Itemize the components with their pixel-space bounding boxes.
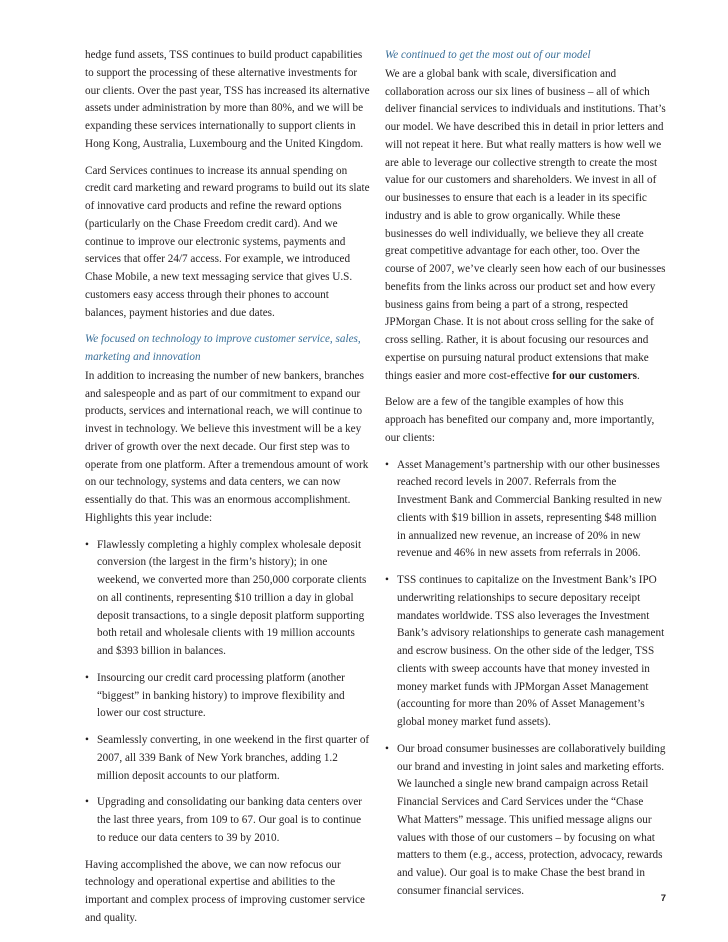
list-item: • Seamlessly converting, in one weekend in the first quarter of 2007, all 339 Bank of New York branches, adding 1.2 million deposit accounts to our platform.	[85, 732, 370, 785]
paragraph-text: We are a global bank with scale, diversification and collaboration across our six lines of business – all of which deliver financial services to individuals and institutions. That’s our model. We have described this in detail in prior letters and will not repeat it here. But what really matters is how well we are able to leverage our collective strength to create the most value for our customers and shareholders. We invest in all of our businesses to ensure that each is a leader in its specific industry and is able to grow organically. While these businesses do well individually, we believe they all create great competitive advantage for each other, too. Over the course of 2007, we’ve clearly seen how each of our businesses benefits from the links across our product set and how every business gains from being a part of a strong, respected JPMorgan Chase. It is not about cross selling for the sake of cross selling. Rather, it is about focusing our resources and expertise on pursuing natural product extensions that make things easier and more cost-effective	[385, 67, 666, 382]
emphasis-customers: for our customers	[552, 369, 637, 382]
technology-highlights-list	[85, 537, 370, 848]
list-item: • TSS continues to capitalize on the Investment Bank’s IPO underwriting relationships to secure depositary receipt mandates worldwide. TSS also leverages the Investment Bank’s advisory relationships to generate cash management and escrow business. On the other side of the ledger, TSS clients with sweep accounts have that money invested in money market funds with JPMorgan Asset Management (accounting for more than 20% of Asset Management’s global money market fund assets).	[385, 572, 666, 732]
left-column	[85, 47, 370, 937]
list-item: • Insourcing our credit card processing platform (another “biggest” in banking history) to improve flexibility and lower our cost structure.	[85, 670, 370, 723]
list-item: • Asset Management’s partnership with our other businesses reached record levels in 2007. Referrals from the Investment Bank and Commercial Banking resulted in new clients with $19 billion in assets, representing $48 million in annualized new revenue, an increase of 20% in new revenue and 46% in new assets from referrals in 2006.	[385, 457, 666, 564]
paragraph-tss-hedge-fund: hedge fund assets, TSS continues to build product capabilities to support the processing of these alternative investments for our clients. Over the past year, TSS has increased its alternative assets under administration by more than 80%, and we will be expanding these services internationally to support clients in Hong Kong, Australia, Luxembourg and the United Kingdom.	[85, 49, 370, 150]
paragraph-technology-investment: In addition to increasing the number of new bankers, branches and salespeople and as part of our commitment to expand our products, services and international reach, we will continue to invest in technology. We believe this investment will be a key driver of growth over the next decade. Our first step was to operate from one platform. After a tremendous amount of work on our technology, systems and data centers, we can now essentially do that. This was an enormous accomplishment. Highlights this year include:	[85, 369, 369, 524]
page-number: 7	[660, 893, 666, 904]
right-column	[385, 47, 666, 910]
section-heading-model: We continued to get the most out of our model	[385, 49, 591, 61]
paragraph-global-bank-model	[385, 66, 666, 386]
section-heading-technology: We focused on technology to improve customer service, sales, marketing and innovation	[85, 333, 361, 363]
paragraph-examples-intro: Below are a few of the tangible examples of how this approach has benefited our company and, more importantly, our clients:	[385, 396, 655, 444]
paragraph-end: .	[636, 369, 640, 382]
list-item: • Our broad consumer businesses are collaboratively building our brand and investing in joint sales and marketing efforts. We launched a single new brand campaign across Retail Financial Services and Card Services under the “Chase What Matters” message. This unified message aligns our values with those of our customers – by focusing on what matters to them (e.g., access, protection, advocacy, rewards and value). Our goal is to make Chase the best brand in consumer financial services.	[385, 741, 666, 901]
collaboration-examples-list	[385, 457, 666, 901]
list-item: • Upgrading and consolidating our banking data centers over the last three years, from 109 to 67. Our goal is to continue to reduce our data centers to 39 by 2010.	[85, 794, 370, 847]
paragraph-refocus: Having accomplished the above, we can now refocus our technology and operational expertise and abilities to the important and complex process of improving customer service and quality.	[85, 858, 365, 924]
paragraph-card-services: Card Services continues to increase its annual spending on credit card marketing and reward programs to build out its slate of innovative card products and refine the reward options (particularly on the Chase Freedom credit card). And we continue to improve our electronic systems, payments and services that offer 24/7 access. For example, we introduced Chase Mobile, a new text messaging service that gives U.S. customers easy access through their phones to account balances, payment histories and due dates.	[85, 164, 370, 319]
list-item: • Flawlessly completing a highly complex wholesale deposit conversion (the largest in the firm’s history); in one weekend, we converted more than 250,000 corporate clients on all continents, representing $10 trillion a day in global deposit transactions, to a single deposit platform supporting both retail and wholesale clients with 19 million accounts and $393 billion in balances.	[85, 537, 370, 661]
